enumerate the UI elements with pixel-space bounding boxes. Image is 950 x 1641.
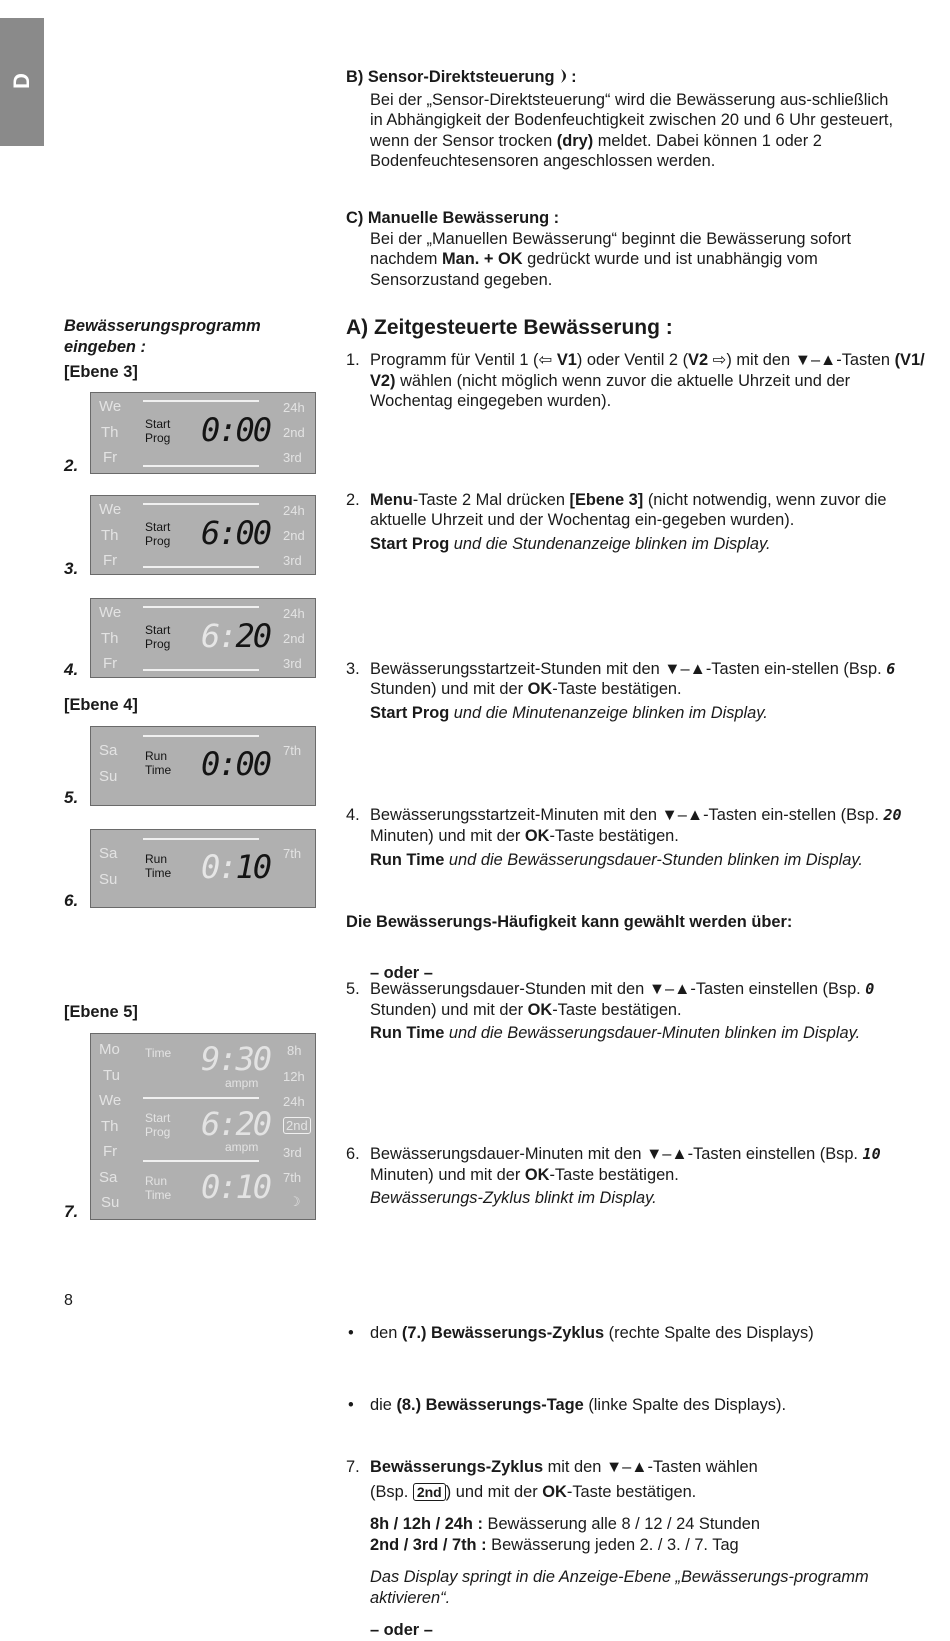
lcd-clock-digits: 9:30	[201, 1040, 271, 1078]
section-b	[346, 67, 901, 172]
level-4-label: [Ebene 4]	[64, 696, 138, 714]
display-step-6: 6.	[64, 891, 79, 910]
step-4: 4. Bewässerungsstartzeit-Minuten mit den ▼–▲-Tasten ein-stellen (Bsp. 20 Minuten) und mit der OK-Taste bestätigen. Run Time und die Bewässerungsdauer-Stunden blinken im Display.	[346, 806, 902, 869]
lcd-start-digits: 6:20	[201, 1105, 271, 1143]
lcd-digits: 0:10	[201, 848, 271, 886]
left-heading: Bewässerungsprogramm eingeben :	[64, 317, 261, 356]
lcd-digits: 0:00	[201, 411, 271, 449]
frequency-bullet-2: • die (8.) Bewässerungs-Tage (linke Spalte des Displays).	[348, 1396, 787, 1415]
display-step-5: 5.	[64, 788, 79, 807]
frequency-bullet-1: • den (7.) Bewässerungs-Zyklus (rechte Spalte des Displays)	[348, 1323, 814, 1342]
section-a-heading: A) Zeitgesteuerte Bewässerung :	[346, 316, 673, 339]
section-b-heading: B) Sensor-Direktsteuerung :	[346, 67, 901, 90]
section-c	[346, 208, 901, 290]
lcd-display-step-6: Sa Su Run Time 0:10 7th	[90, 829, 316, 908]
lcd-display-step-5: Sa Su Run Time 0:00 7th	[90, 726, 316, 806]
step-6: 6. Bewässerungsdauer-Minuten mit den ▼–▲-Tasten einstellen (Bsp. 10 Minuten) und mit der OK-Taste bestätigen. Bewässerungs-Zyklus blinkt im Display.	[346, 1144, 881, 1208]
language-tab-label: D	[9, 73, 34, 89]
display-step-3: 3.	[64, 559, 79, 578]
lcd-display-step-2: We Th Fr Start Prog 0:00 24h 2nd 3rd	[90, 392, 316, 474]
moon-icon: ☽	[289, 1194, 301, 1209]
lcd-digits: 0:00	[201, 745, 271, 783]
lcd-run-digits: 0:10	[201, 1168, 271, 1206]
step-5: 5. Bewässerungsdauer-Stunden mit den ▼–▲-Tasten einstellen (Bsp. 0 Stunden) und mit der OK-Taste bestätigen. Run Time und die Bewässerungsdauer-Minuten blinken im Display.	[346, 980, 875, 1043]
cycle-2nd-badge: 2nd	[413, 1483, 446, 1501]
frequency-heading: Die Bewässerungs-Häufigkeit kann gewählt werden über:	[346, 913, 793, 931]
level-5-label: [Ebene 5]	[64, 1003, 138, 1021]
display-step-7: 7.	[64, 1202, 79, 1221]
lcd-cycle-selected: 2nd	[283, 1117, 311, 1134]
page-number: 8	[64, 1292, 73, 1309]
lcd-display-step-4: We Th Fr Start Prog 6:20 24h 2nd 3rd	[90, 598, 316, 678]
display-step-4: 4.	[64, 660, 79, 679]
section-c-body: Bei der „Manuellen Bewässerung“ beginnt die Bewässerung sofort nachdem Man. + OK gedrückt wurde und ist unabhängig vom Sensorzustand gegeben.	[370, 229, 852, 289]
language-tab	[0, 18, 44, 146]
moon-icon	[559, 68, 571, 90]
section-c-heading: C) Manuelle Bewässerung :	[346, 209, 560, 227]
step-2: 2. Menu-Taste 2 Mal drücken [Ebene 3] (nicht notwendig, wenn zuvor die aktuelle Uhrzeit und der Wochentag ein-gegeben wurden). Start Prog und die Stundenanzeige blinken im Display.	[346, 490, 887, 553]
or-divider-1: – oder –	[370, 964, 433, 982]
section-b-body: Bei der „Sensor-Direktsteuerung“ wird die Bewässerung aus-schließlich in Abhängigkeit der Bodenfeuchtigkeit zwischen 20 und 6 Uhr gesteuert, wenn der Sensor trocken (dry) meldet. Dabei können 1 oder 2 Bodenfeuchtesensoren angeschlossen werden.	[370, 90, 894, 171]
display-step-2: 2.	[64, 456, 79, 475]
level-3-label: [Ebene 3]	[64, 363, 138, 381]
step-1: 1. Programm für Ventil 1 (⇦ V1) oder Ventil 2 (V2 ⇨) mit den ▼–▲-Tasten (V1/ V2) wählen (nicht möglich wenn zuvor die aktuelle Uhrzeit und der Wochentag eingegeben wurden).	[346, 351, 925, 411]
lcd-digits: 6:00	[201, 514, 271, 552]
step-3: 3. Bewässerungsstartzeit-Stunden mit den ▼–▲-Tasten ein-stellen (Bsp. 6 Stunden) und mit der OK-Taste bestätigen. Start Prog und die Minutenanzeige blinken im Display.	[346, 659, 896, 722]
lcd-display-step-3: We Th Fr Start Prog 6:00 24h 2nd 3rd	[90, 495, 316, 575]
lcd-digits: 6:20	[201, 617, 271, 655]
lcd-display-step-7: Mo Tu We Th Fr Sa Su Time 9:30 ampm Start Prog 6:20 ampm Run Time 0:10 8h 12h 24h 2nd 3rd 7th ☽	[90, 1033, 316, 1220]
step-7: 7. Bewässerungs-Zyklus mit den ▼–▲-Tasten wählen (Bsp. 2nd ) und mit der OK-Taste bestätigen. 8h / 12h / 24h : Bewässerung alle 8 / 12 / 24 Stunden 2nd / 3rd / 7th : Bewässerung jeden 2. / 3. / 7. Tag Das Display springt in die Anzeige-Ebene „Bewässerungs-programm aktivieren“. – oder –	[346, 1457, 869, 1640]
